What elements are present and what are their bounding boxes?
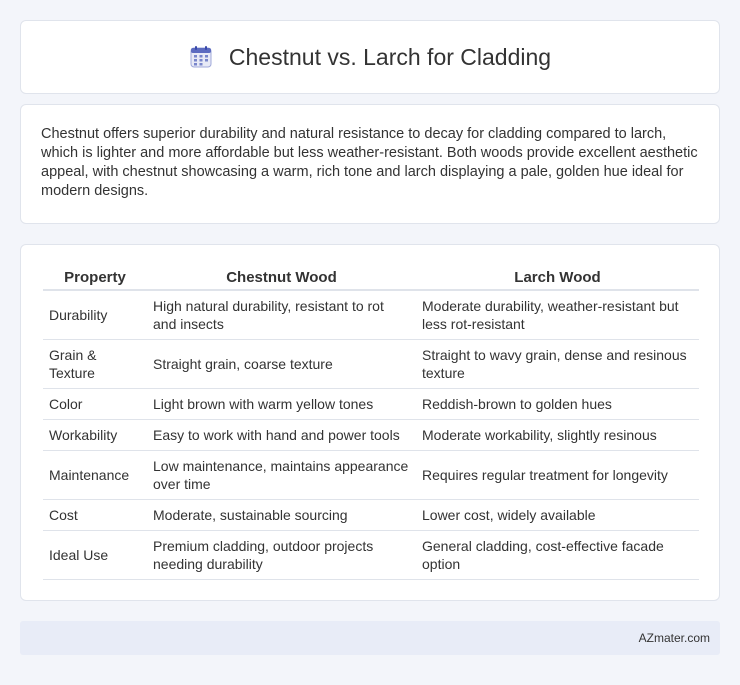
table-row xyxy=(43,340,699,389)
cell-larch: Lower cost, widely available xyxy=(416,500,699,531)
footer-brand: AZmater.com xyxy=(638,631,710,645)
cell-larch: Reddish-brown to golden hues xyxy=(416,389,699,420)
footer xyxy=(20,621,720,655)
table-row xyxy=(43,531,699,580)
table-row xyxy=(43,420,699,451)
cell-chestnut: Premium cladding, outdoor projects needing durability xyxy=(147,531,416,580)
table-row xyxy=(43,451,699,500)
cell-chestnut: Low maintenance, maintains appearance over time xyxy=(147,451,416,500)
page-title: Chestnut vs. Larch for Cladding xyxy=(228,43,552,70)
cell-property: Workability xyxy=(43,420,147,451)
cell-larch: Moderate workability, slightly resinous xyxy=(416,420,699,451)
cell-chestnut: Straight grain, coarse texture xyxy=(147,340,416,389)
comparison-card xyxy=(20,244,720,601)
cell-property: Ideal Use xyxy=(43,531,147,580)
cell-larch: General cladding, cost-effective facade option xyxy=(416,531,699,580)
header-property: Property xyxy=(43,265,147,291)
calendar-icon xyxy=(189,45,213,69)
header-chestnut: Chestnut Wood xyxy=(147,265,416,291)
cell-larch: Requires regular treatment for longevity xyxy=(416,451,699,500)
cell-property: Color xyxy=(43,389,147,420)
intro-text: Chestnut offers superior durability and natural resistance to decay for cladding compared to larch, which is lighter and more affordable but less weather-resistant. Both woods provide excellent aesthetic appeal, with chestnut showcasing a warm, rich tone and larch displaying a pale, golden hue ideal for modern designs. xyxy=(41,126,698,199)
cell-chestnut: Easy to work with hand and power tools xyxy=(147,420,416,451)
cell-chestnut: Light brown with warm yellow tones xyxy=(147,389,416,420)
intro-card xyxy=(20,104,720,224)
cell-larch: Moderate durability, weather-resistant but less rot-resistant xyxy=(416,291,699,340)
table-row xyxy=(43,389,699,420)
cell-property: Cost xyxy=(43,500,147,531)
table-header-row xyxy=(43,265,699,291)
title-card xyxy=(20,20,720,94)
header-larch: Larch Wood xyxy=(416,265,699,291)
cell-chestnut: Moderate, sustainable sourcing xyxy=(147,500,416,531)
cell-property: Maintenance xyxy=(43,451,147,500)
cell-chestnut: High natural durability, resistant to rot and insects xyxy=(147,291,416,340)
table-row xyxy=(43,291,699,340)
table-row xyxy=(43,500,699,531)
cell-larch: Straight to wavy grain, dense and resinous texture xyxy=(416,340,699,389)
cell-property: Grain & Texture xyxy=(43,340,147,389)
comparison-table xyxy=(43,265,699,580)
cell-property: Durability xyxy=(43,291,147,340)
